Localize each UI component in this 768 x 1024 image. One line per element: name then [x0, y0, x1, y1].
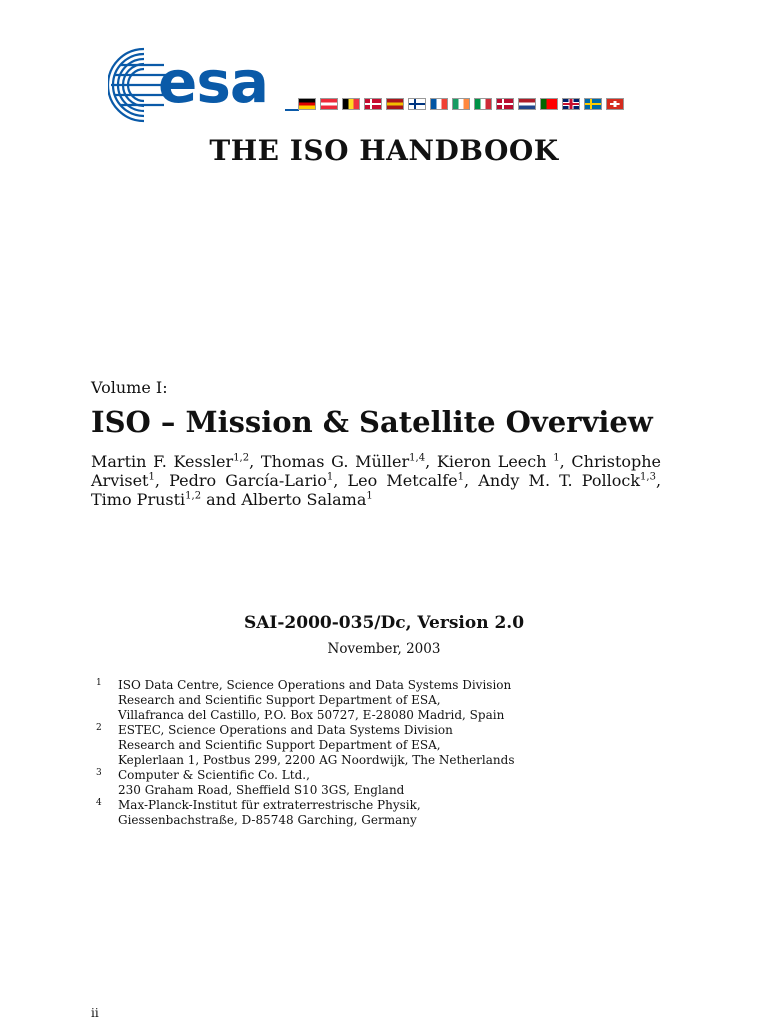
author-affiliation-marker: 1: [326, 471, 334, 483]
affiliation-item: [96, 798, 656, 828]
author-separator: ,: [154, 471, 170, 490]
esa-wordmark: esa: [158, 48, 268, 116]
author-affiliation-marker: 1: [148, 471, 155, 483]
author-name: Pedro García-Lario: [169, 471, 327, 490]
affiliation-line: Villafranca del Castillo, P.O. Box 50727, E-28080 Madrid, Spain: [118, 708, 505, 722]
author-affiliation-marker: 1,4: [409, 452, 426, 464]
author-name: Christophe Arviset: [91, 452, 662, 490]
author-name: Kieron Leech: [436, 452, 554, 471]
flag-spain-icon: [386, 98, 404, 110]
affiliation-number: 3: [96, 768, 102, 778]
affiliation-item: [96, 678, 656, 723]
flag-france-icon: [430, 98, 448, 110]
author-name: Thomas G. Müller: [260, 452, 410, 471]
author-name: Martin F. Kessler: [91, 452, 234, 471]
author-separator: ,: [655, 471, 662, 490]
author-name: Leo Metcalfe: [347, 471, 458, 490]
affiliation-number: 4: [96, 798, 102, 808]
flag-finland-icon: [408, 98, 426, 110]
author-separator: ,: [425, 452, 437, 471]
affiliation-number: 2: [96, 723, 102, 733]
volume-subtitle: ISO – Mission & Satellite Overview: [91, 405, 653, 439]
page-number: ii: [91, 1006, 99, 1020]
esa-logo: [108, 45, 308, 125]
handbook-title: THE ISO HANDBOOK: [209, 134, 559, 167]
affiliation-line: Research and Scientific Support Department of ESA,: [118, 693, 441, 707]
affiliation-line: Giessenbachstraße, D-85748 Garching, Germany: [118, 813, 417, 827]
logo-underline: [285, 109, 299, 111]
affiliation-line: ISO Data Centre, Science Operations and Data Systems Division: [118, 678, 512, 692]
flag-sweden-icon: [584, 98, 602, 110]
affiliation-line: Keplerlaan 1, Postbus 299, 2200 AG Noordwijk, The Netherlands: [118, 753, 515, 767]
author-name: Andy M. T. Pollock: [478, 471, 641, 490]
author-affiliation-marker: 1: [553, 452, 560, 464]
affiliation-list: [96, 678, 656, 828]
flag-norway-icon: [496, 98, 514, 110]
flag-italy-icon: [474, 98, 492, 110]
affiliation-item: [96, 768, 656, 798]
author-affiliation-marker: 1,2: [233, 452, 250, 464]
affiliation-item: [96, 723, 656, 768]
affiliation-line: Research and Scientific Support Department of ESA,: [118, 738, 441, 752]
flag-belgium-icon: [342, 98, 360, 110]
flag-portugal-icon: [540, 98, 558, 110]
flag-austria-icon: [320, 98, 338, 110]
publication-date: November, 2003: [327, 641, 441, 657]
author-separator: ,: [464, 471, 479, 490]
author-affiliation-marker: 1,3: [640, 471, 656, 483]
volume-label: Volume I:: [91, 378, 168, 397]
member-state-flags: [298, 98, 624, 110]
author-separator: and: [201, 490, 242, 509]
flag-netherlands-icon: [518, 98, 536, 110]
affiliation-line: Max-Planck-Institut für extraterrestrische Physik,: [118, 798, 421, 812]
flag-germany-icon: [298, 98, 316, 110]
flag-ireland-icon: [452, 98, 470, 110]
flag-uk-icon: [562, 98, 580, 110]
author-list: [91, 452, 661, 509]
author-name: Alberto Salama: [241, 490, 367, 509]
document-id: SAI-2000-035/Dc, Version 2.0: [243, 613, 525, 633]
flag-denmark-icon: [364, 98, 382, 110]
affiliation-number: 1: [96, 678, 102, 688]
affiliation-line: ESTEC, Science Operations and Data Systems Division: [118, 723, 453, 737]
author-affiliation-marker: 1,2: [185, 490, 202, 502]
affiliation-line: Computer & Scientific Co. Ltd.,: [118, 768, 310, 782]
author-name: Timo Prusti: [91, 490, 186, 509]
author-affiliation-marker: 1: [366, 490, 373, 502]
author-affiliation-marker: 1: [457, 471, 465, 483]
author-separator: ,: [333, 471, 348, 490]
flag-switzerland-icon: [606, 98, 624, 110]
author-separator: ,: [249, 452, 261, 471]
affiliation-line: 230 Graham Road, Sheffield S10 3GS, England: [118, 783, 405, 797]
author-separator: ,: [559, 452, 572, 471]
